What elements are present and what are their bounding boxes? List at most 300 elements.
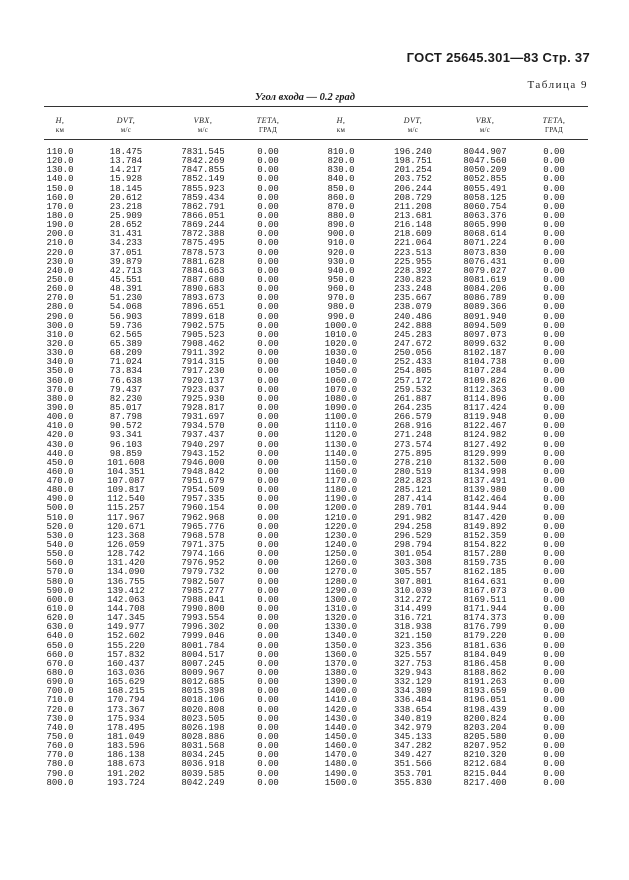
table-cell: 1390.0 [324,677,358,688]
table-cell: 213.681 [394,210,432,221]
table-cell: 291.982 [394,512,432,523]
table-cell: 1260.0 [324,558,358,569]
table-cell: 0.00 [257,375,279,386]
table-cell: 0.00 [257,192,279,203]
table-cell: 0.00 [543,147,565,157]
table-cell: 0.00 [543,549,565,560]
table-cell: 400.0 [46,412,74,423]
table-cell: 7902.575 [181,320,225,331]
table-cell: 147.345 [107,613,145,624]
table-cell: 460.0 [46,466,74,477]
table-cell: 68.209 [109,348,143,359]
table-cell: 240.486 [394,311,432,322]
table-cell: 300.0 [46,320,74,331]
table-cell: 8044.907 [463,147,507,157]
table-cell: 150.0 [46,183,74,194]
table-cell: 0.00 [543,494,565,505]
table-cell: 51.230 [109,293,143,304]
table-cell: 1350.0 [324,640,358,651]
table-cell: 0.00 [543,466,565,477]
table-cell: 8058.125 [463,192,507,203]
table-cell: 8036.918 [181,759,225,770]
table-cell: 630.0 [46,622,74,633]
table-cell: 1050.0 [324,366,358,377]
table-cell: 470.0 [46,476,74,487]
table-cell: 760.0 [46,741,74,752]
table-cell: 0.00 [257,430,279,441]
table-cell: 198.751 [394,156,432,167]
table-cell: 0.00 [257,156,279,167]
table-cell: 110.0 [46,147,74,157]
table-cell: 1000.0 [324,320,358,331]
table-cell: 0.00 [257,229,279,240]
table-cell: 0.00 [543,741,565,752]
table-cell: 8205.580 [463,732,507,742]
table-cell: 37.051 [109,247,143,258]
table-cell: 7951.679 [181,476,225,487]
table-cell: 7999.046 [181,631,225,642]
table-cell: 0.00 [543,732,565,742]
table-cell: 540.0 [46,540,74,551]
table-cell: 0.00 [257,631,279,642]
table-cell: 8117.424 [463,402,507,413]
table-cell: 1230.0 [324,530,358,541]
table-cell: 0.00 [543,521,565,532]
table-cell: 0.00 [257,265,279,276]
table-cell: 800.0 [46,777,74,788]
table-cell: 109.817 [107,485,145,496]
table-cell: 7859.434 [181,192,225,203]
table-cell: 1320.0 [324,613,358,624]
table-cell: 221.064 [394,238,432,249]
table-cell: 0.00 [543,256,565,267]
table-cell: 25.909 [109,210,143,221]
table-cell: 0.00 [543,768,565,779]
table-cell: 1150.0 [324,457,358,468]
table-cell: 7887.680 [181,274,225,285]
table-cell: 1130.0 [324,439,358,450]
table-cell: 600.0 [46,594,74,605]
table-cell: 0.00 [543,439,565,450]
table-cell: 1420.0 [324,704,358,715]
table-cell: 750.0 [46,732,74,742]
table-cell: 1020.0 [324,338,358,349]
table-cell: 327.753 [394,658,432,669]
table-cell: 350.0 [46,366,74,377]
column-teta-left [246,116,290,788]
table-cell: 8147.420 [463,512,507,523]
table-cell: 0.00 [257,311,279,322]
table-cell: 7866.051 [181,210,225,221]
table-cell: 8052.855 [463,174,507,185]
table-cell: 7982.507 [181,576,225,587]
column-header-name: ТЕТА, [542,116,566,125]
table-cell: 680.0 [46,668,74,679]
table-cell: 700.0 [46,686,74,697]
table-cell: 0.00 [543,759,565,770]
table-cell: 7914.315 [181,357,225,368]
table-cell: 7946.000 [181,457,225,468]
table-cell: 8129.999 [463,448,507,459]
column-vbx-right [452,116,518,788]
table-cell: 8144.944 [463,503,507,514]
table-cell: 8193.659 [463,686,507,697]
column-header-name: ТЕТА, [256,116,280,125]
table-cell: 8060.754 [463,201,507,212]
table-cell: 1100.0 [324,412,358,423]
table-cell: 0.00 [543,293,565,304]
table-top-rule [44,106,588,107]
table-cell: 360.0 [46,375,74,386]
table-cell: 0.00 [543,201,565,212]
table-cell: 8154.822 [463,540,507,551]
table-cell: 296.529 [394,530,432,541]
table-cell: 8122.467 [463,421,507,432]
table-cell: 1140.0 [324,448,358,459]
table-cell: 0.00 [257,549,279,560]
column-header-unit: ГРАД [258,126,278,134]
table-cell: 640.0 [46,631,74,642]
table-cell: 0.00 [543,238,565,249]
table-cell: 0.00 [257,174,279,185]
table-cell: 530.0 [46,530,74,541]
table-cell: 218.609 [394,229,432,240]
table-cell: 8186.458 [463,658,507,669]
table-cell: 0.00 [257,777,279,788]
table-cell: 0.00 [257,713,279,724]
table-cell: 8196.051 [463,695,507,706]
table-cell: 7890.683 [181,284,225,295]
table-cell: 152.602 [107,631,145,642]
table-cell: 115.257 [107,503,145,514]
table-cell: 0.00 [543,357,565,368]
table-cell: 0.00 [257,338,279,349]
table-cell: 0.00 [543,485,565,496]
table-cell: 325.557 [394,649,432,660]
table-cell: 0.00 [543,165,565,176]
table-cell: 87.798 [109,412,143,423]
table-cell: 233.248 [394,284,432,295]
table-cell: 8086.789 [463,293,507,304]
table-cell: 330.0 [46,348,74,359]
table-cell: 0.00 [257,220,279,231]
column-header-name: DVT, [116,116,136,125]
table-cell: 275.895 [394,448,432,459]
table-cell: 8028.886 [181,732,225,742]
table-cell: 810.0 [327,147,355,157]
table-cell: 0.00 [257,649,279,660]
table-cell: 321.150 [394,631,432,642]
table-cell: 8031.568 [181,741,225,752]
table-cell: 8109.826 [463,375,507,386]
table-cell: 0.00 [543,320,565,331]
table-cell: 289.701 [394,503,432,514]
table-cell: 323.356 [394,640,432,651]
table-cell: 259.532 [394,384,432,395]
table-cell: 610.0 [46,604,74,615]
table-cell: 126.059 [107,540,145,551]
table-cell: 770.0 [46,750,74,761]
table-cell: 310.0 [46,329,74,340]
table-cell: 0.00 [543,220,565,231]
table-cell: 225.955 [394,256,432,267]
table-cell: 8018.106 [181,695,225,706]
table-cell: 355.830 [394,777,432,788]
table-cell: 0.00 [543,750,565,761]
table-cell: 0.00 [257,421,279,432]
table-cell: 1400.0 [324,686,358,697]
table-cell: 170.794 [107,695,145,706]
data-table [44,106,588,820]
table-cell: 1370.0 [324,658,358,669]
table-cell: 8097.073 [463,329,507,340]
table-cell: 0.00 [543,448,565,459]
column-dvt-right [380,116,446,788]
table-cell: 7957.335 [181,494,225,505]
table-cell: 1300.0 [324,594,358,605]
table-cell: 8142.464 [463,494,507,505]
table-cell: 170.0 [46,201,74,212]
table-cell: 8157.280 [463,549,507,560]
table-cell: 34.233 [109,238,143,249]
table-cell: 8112.363 [463,384,507,395]
table-cell: 340.819 [394,713,432,724]
table-cell: 8181.636 [463,640,507,651]
table-cell: 0.00 [543,713,565,724]
table-cell: 1090.0 [324,402,358,413]
table-cell: 7965.776 [181,521,225,532]
table-cell: 7940.297 [181,439,225,450]
table-cell: 8162.185 [463,567,507,578]
table-cell: 830.0 [327,165,355,176]
table-cell: 349.427 [394,750,432,761]
table-cell: 0.00 [543,457,565,468]
table-cell: 7872.388 [181,229,225,240]
table-cell: 76.638 [109,375,143,386]
table-cell: 318.938 [394,622,432,633]
table-cell: 230.0 [46,256,74,267]
table-cell: 1250.0 [324,549,358,560]
table-cell: 0.00 [543,375,565,386]
table-cell: 920.0 [327,247,355,258]
table-cell: 0.00 [543,329,565,340]
page-header: ГОСТ 25645.301—83 Стр. 37 [406,50,590,65]
table-cell: 7971.375 [181,540,225,551]
table-cell: 1440.0 [324,722,358,733]
table-cell: 334.309 [394,686,432,697]
table-cell: 305.557 [394,567,432,578]
table-cell: 8071.224 [463,238,507,249]
table-cell: 8114.896 [463,393,507,404]
table-cell: 520.0 [46,521,74,532]
table-cell: 1290.0 [324,585,358,596]
table-cell: 7993.554 [181,613,225,624]
table-cell: 960.0 [327,284,355,295]
table-cell: 500.0 [46,503,74,514]
table-cell: 203.752 [394,174,432,185]
table-cell: 0.00 [257,147,279,157]
table-cell: 314.499 [394,604,432,615]
table-cell: 0.00 [543,421,565,432]
column-header-unit: км [55,126,65,134]
table-cell: 8001.784 [181,640,225,651]
table-cell: 660.0 [46,649,74,660]
column-header-name: DVT, [403,116,423,125]
table-cell: 186.138 [107,750,145,761]
table-cell: 18.145 [109,183,143,194]
table-cell: 0.00 [257,256,279,267]
table-cell: 0.00 [257,183,279,194]
table-cell: 0.00 [257,457,279,468]
table-cell: 0.00 [257,210,279,221]
table-cell: 8124.982 [463,430,507,441]
table-cell: 104.351 [107,466,145,477]
table-cell: 0.00 [257,613,279,624]
table-cell: 0.00 [543,503,565,514]
table-cell: 178.495 [107,722,145,733]
table-cell: 270.0 [46,293,74,304]
table-cell: 307.801 [394,576,432,587]
table-cell: 220.0 [46,247,74,258]
table-cell: 18.475 [109,147,143,157]
table-cell: 252.433 [394,357,432,368]
table-cell: 0.00 [543,384,565,395]
table-cell: 42.713 [109,265,143,276]
table-cell: 1360.0 [324,649,358,660]
table-cell: 96.103 [109,439,143,450]
table-cell: 0.00 [257,412,279,423]
table-cell: 332.129 [394,677,432,688]
table-cell: 0.00 [543,668,565,679]
table-cell: 7979.732 [181,567,225,578]
table-cell: 8065.990 [463,220,507,231]
table-cell: 1110.0 [324,421,358,432]
table-cell: 850.0 [327,183,355,194]
table-cell: 510.0 [46,512,74,523]
table-cell: 0.00 [543,777,565,788]
table-cell: 0.00 [257,658,279,669]
table-cell: 223.513 [394,247,432,258]
table-cell: 0.00 [543,585,565,596]
table-cell: 0.00 [257,238,279,249]
table-cell: 7905.523 [181,329,225,340]
table-cell: 7908.462 [181,338,225,349]
table-cell: 440.0 [46,448,74,459]
table-cell: 7831.545 [181,147,225,157]
table-cell: 294.258 [394,521,432,532]
table-cell: 71.024 [109,357,143,368]
table-cell: 0.00 [543,247,565,258]
table-cell: 7988.041 [181,594,225,605]
table-cell: 0.00 [257,329,279,340]
table-cell: 0.00 [543,722,565,733]
table-cell: 560.0 [46,558,74,569]
table-cell: 1220.0 [324,521,358,532]
table-cell: 1210.0 [324,512,358,523]
table-cell: 0.00 [543,430,565,441]
table-cell: 345.133 [394,732,432,742]
table-cell: 0.00 [543,704,565,715]
table-cell: 0.00 [257,348,279,359]
table-cell: 0.00 [543,156,565,167]
table-cell: 0.00 [543,393,565,404]
table-cell: 7852.149 [181,174,225,185]
table-cell: 181.049 [107,732,145,742]
table-cell: 7847.855 [181,165,225,176]
table-cell: 490.0 [46,494,74,505]
table-cell: 157.832 [107,649,145,660]
column-cells [170,148,236,788]
table-cell: 8073.830 [463,247,507,258]
table-cell: 620.0 [46,613,74,624]
table-cell: 580.0 [46,576,74,587]
table-cell: 8081.619 [463,274,507,285]
table-cell: 420.0 [46,430,74,441]
table-cell: 190.0 [46,220,74,231]
table-cell: 216.148 [394,220,432,231]
table-cell: 570.0 [46,567,74,578]
table-cell: 0.00 [257,201,279,212]
table-cell: 0.00 [543,210,565,221]
table-cell: 168.215 [107,686,145,697]
table-cell: 210.0 [46,238,74,249]
column-header-unit: км [336,126,346,134]
table-cell: 0.00 [257,503,279,514]
table-cell: 8164.631 [463,576,507,587]
table-cell: 0.00 [543,183,565,194]
table-cell: 8188.862 [463,668,507,679]
table-cell: 245.283 [394,329,432,340]
table-cell: 0.00 [543,366,565,377]
table-cell: 1490.0 [324,768,358,779]
table-cell: 228.392 [394,265,432,276]
table-cell: 7869.244 [181,220,225,231]
table-cell: 298.794 [394,540,432,551]
table-cell: 0.00 [257,366,279,377]
column-header-name: H, [55,116,65,125]
table-cell: 65.389 [109,338,143,349]
table-cell: 8094.509 [463,320,507,331]
table-cell: 1070.0 [324,384,358,395]
table-cell: 0.00 [257,165,279,176]
table-cell: 7925.930 [181,393,225,404]
table-cell: 62.565 [109,329,143,340]
table-cell: 7931.697 [181,412,225,423]
table-cell: 820.0 [327,156,355,167]
table-cell: 7954.509 [181,485,225,496]
table-cell: 123.368 [107,530,145,541]
table-cell: 0.00 [543,594,565,605]
table-cell: 8107.284 [463,366,507,377]
table-cell: 240.0 [46,265,74,276]
table-cell: 0.00 [257,320,279,331]
table-cell: 7968.578 [181,530,225,541]
table-cell: 7920.137 [181,375,225,386]
table-cell: 165.629 [107,677,145,688]
table-cell: 242.888 [394,320,432,331]
table-cell: 7878.573 [181,247,225,258]
table-cell: 0.00 [257,567,279,578]
table-cell: 0.00 [543,338,565,349]
table-cell: 7893.673 [181,293,225,304]
table-cell: 8212.684 [463,759,507,770]
column-h-right [310,116,372,788]
table-cell: 191.202 [107,768,145,779]
table-cell: 120.0 [46,156,74,167]
table-cell: 0.00 [543,476,565,487]
table-cell: 790.0 [46,768,74,779]
column-header-name: VBX, [193,116,213,125]
